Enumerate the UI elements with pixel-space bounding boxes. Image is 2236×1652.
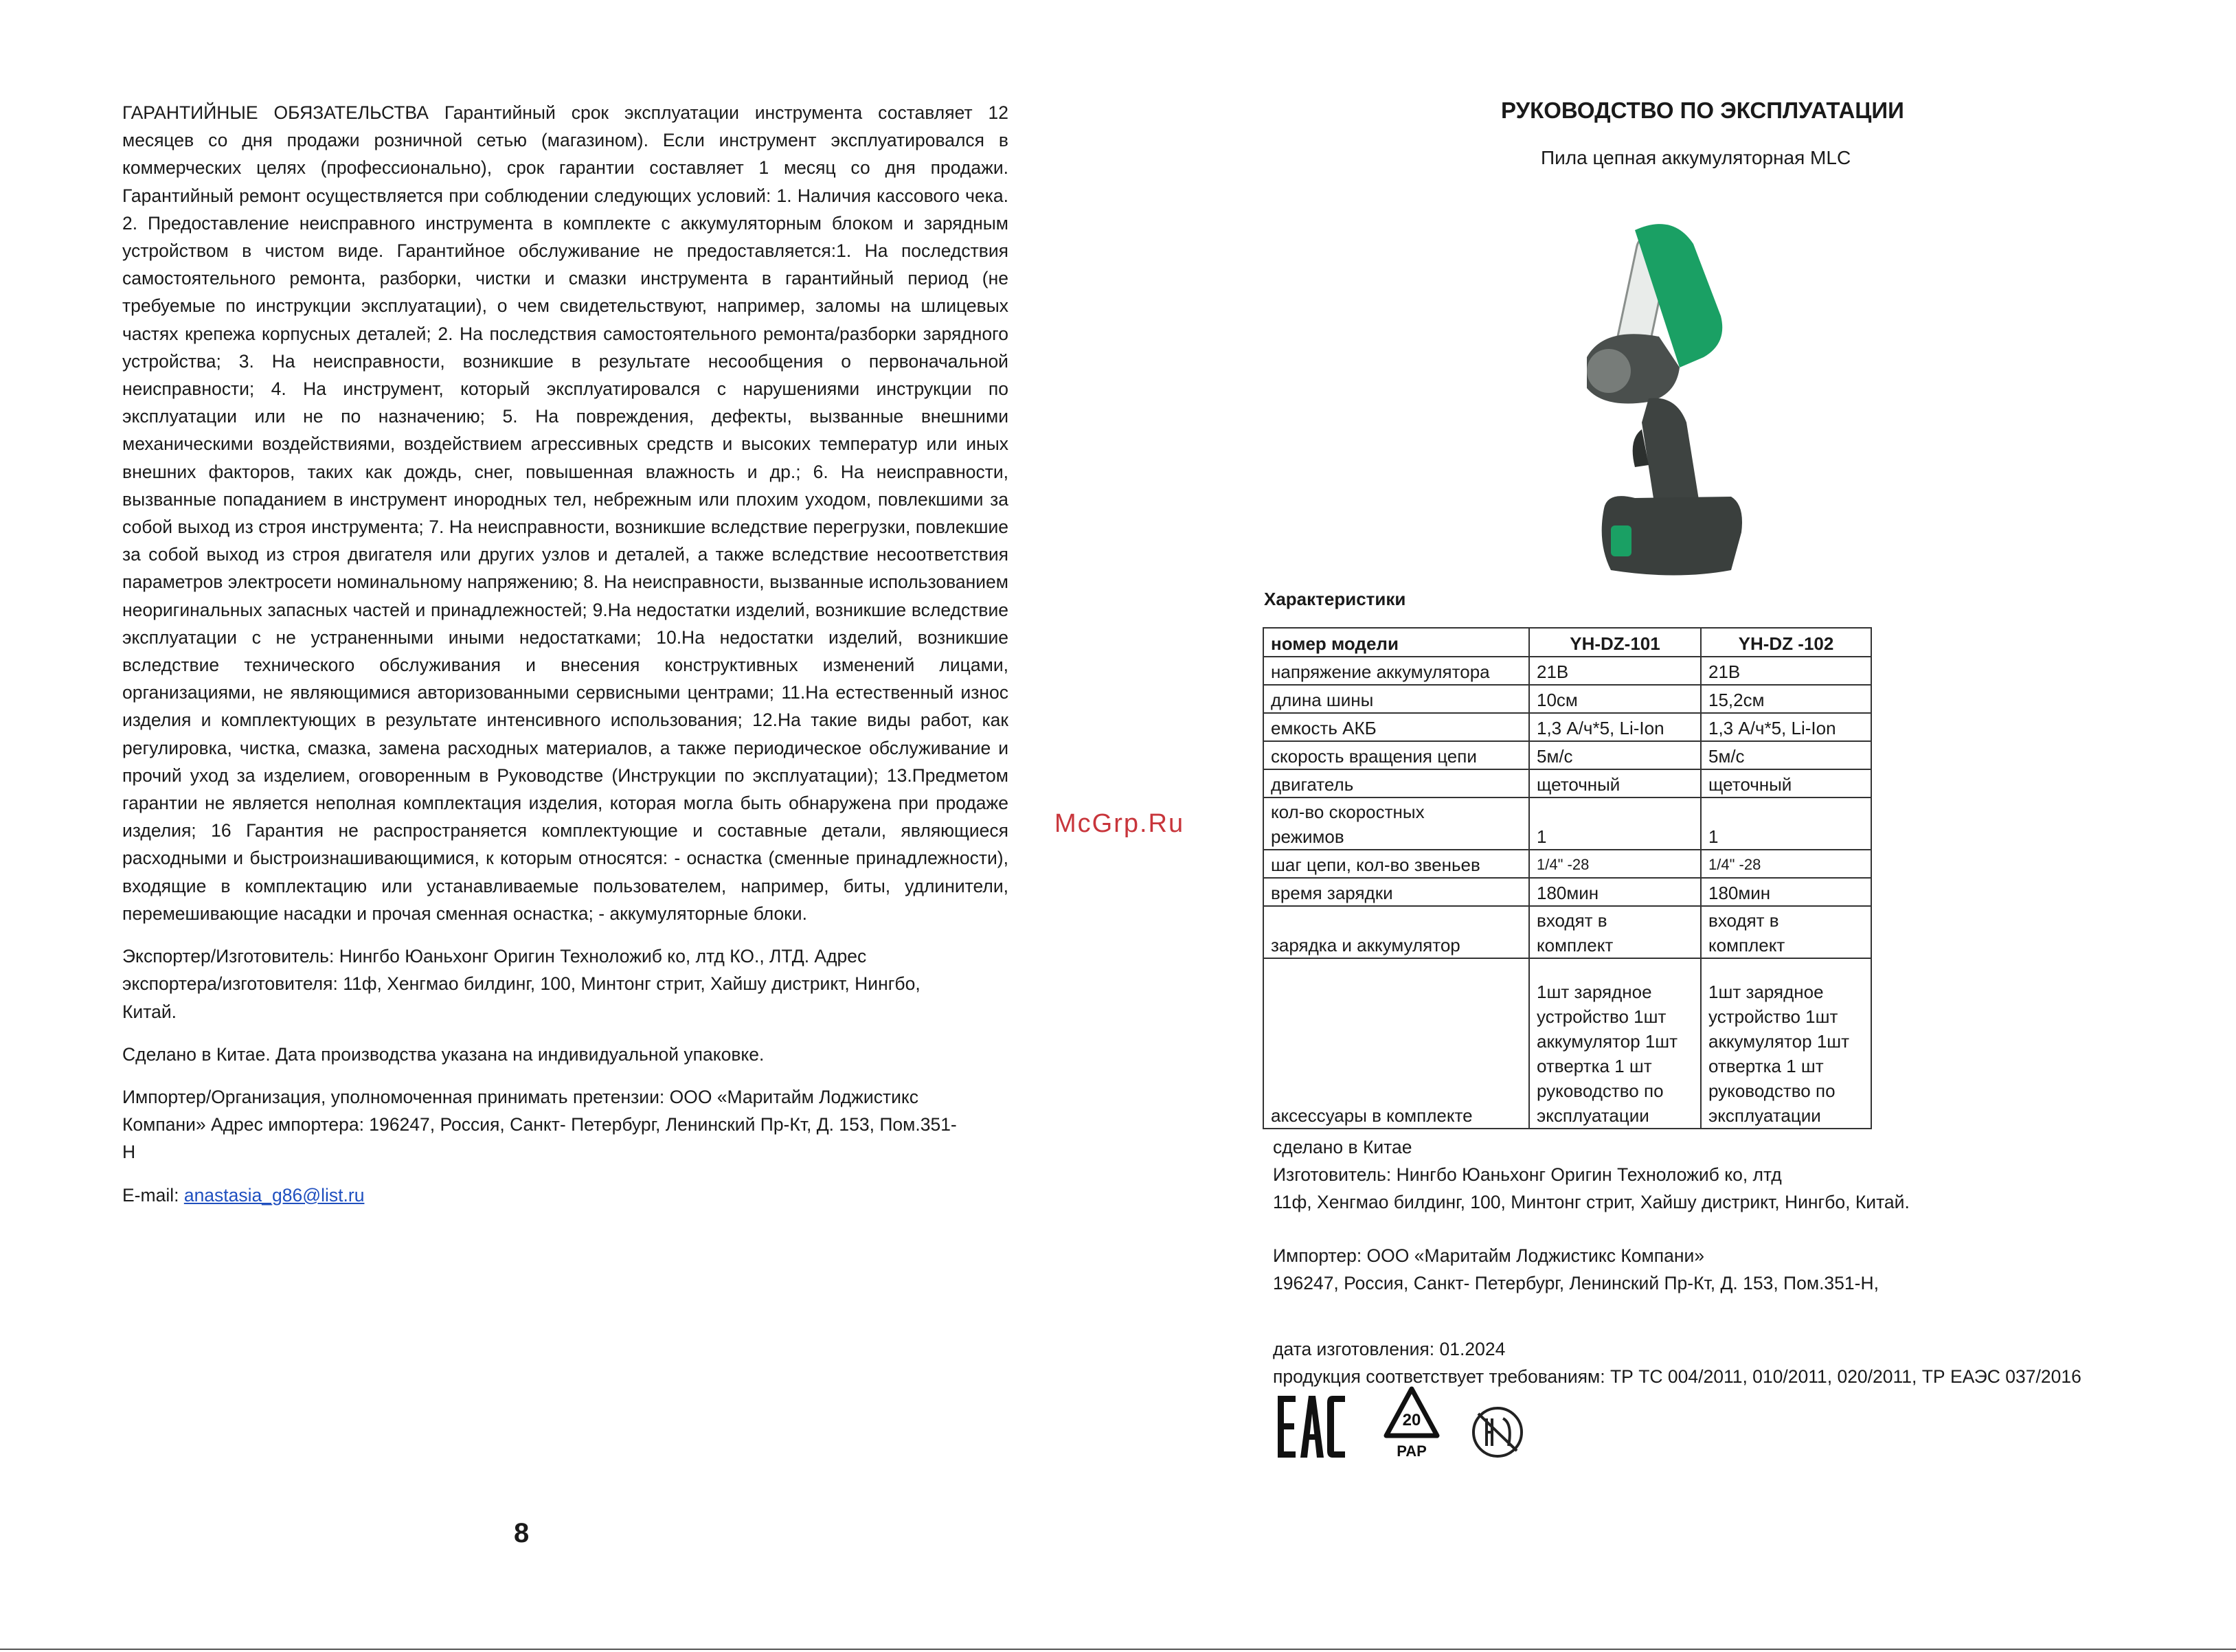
- table-row-motor: двигатель щеточный щеточный: [1263, 769, 1871, 797]
- warranty-text: ГАРАНТИЙНЫЕ ОБЯЗАТЕЛЬСТВА Гарантийный срок эксплуатации инструмента составляет 12 месяцев со дня продажи розничной сетью (магазином). Если инструмент эксплуатировался в коммерческих целях (профессионально), срок гарантии составляет 1 месяц со дня продажи. Гарантийный ремонт осуществляется при соблюдении следующих условий: 1. Наличия кассового чека. 2. Предоставление неисправного инструмента в комплекте с аккумуляторным блоком и зарядным устройством в чистом виде. Гарантийное обслуживание не предоставляется:1. На последствия самостоятельного ремонта, разборки, чистки и смазки инструмента в гарантийный период (не требуемые по инструкции эксплуатации), о чем свидетельствуют, например, заломы на шлицевых частях крепежа корпусных деталей; 2. На последствия самостоятельного ремонта/разборки зарядного устройства; 3. На неисправности, возникшие в результате несообщения о первоначальной неисправности; 4. На инструмент, который эксплуатировался с нарушениями инструкции по эксплуатации или не по назначению; 5. На повреждения, дефекты, вызванные внешними механическими воздействиями, воздействием агрессивных средств и высоких температур или иных внешних факторов, таких как дождь, снег, повышенная влажность и др.; 6. На неисправности, вызванные попаданием в инструмент инородных тел, небрежным или плохим уходом, повлекшими за собой выход из строя инструмента; 7. На неисправности, возникшие вследствие перегрузки, повлекшие за собой выход из строя двигателя или других узлов и деталей, а также вследствие несоответствия параметров электросети номинальному напряжению; 8. На неисправности, вызванные использованием неоригинальных запасных частей и принадлежностей; 9.На недостатки изделий, возникшие вследствие эксплуатации с не устраненными иными недостатками; 10.На недостатки изделий, возникшие вследствие технического обслуживания и внесения конструктивных изменений лицами, организациями, не являющимися авторизованными сервисными центрами; 11.На естественный износ изделия и комплектующих в результате интенсивного использования; 12.На такие виды работ, как регулировка, чистка, смазка, замена расходных материалов, а также периодическое обслуживание и прочий уход за изделием, оговоренным в Руководстве (Инструкции по эксплуатации); 13.Предметом гарантии не является неполная комплектация изделия, которая могла быть обнаружена при продаже изделия; 16 Гарантия не распространяется комплектующие и составные детали, являющиеся расходными и быстроизнашивающимися, к которым относятся: - оснастка (сменные принадлежности), входящие в комплектацию или устанавливаемые пользователем, например, биты, удлинители, перемешивающие насадки и прочая сменная оснастка; - аккумуляторные блоки.: [122, 102, 1008, 924]
- table-row-charge-time: время зарядки 180мин 180мин: [1263, 878, 1871, 906]
- table-header-row: [1263, 628, 1871, 657]
- table-row-accessories: аксессуары в комплекте 1шт зарядное устройство 1шт аккумулятор 1шт отвертка 1 шт руководство по эксплуатации 1шт зарядное устройство 1шт аккумулятор 1шт отвертка 1 шт руководство по эксплуатации: [1263, 958, 1871, 1129]
- header-model-2: YH-DZ -102: [1701, 628, 1871, 657]
- table-row: напряжение аккумулятора 21В 21В: [1263, 657, 1871, 685]
- table-row: длина шины 10см 15,2см: [1263, 685, 1871, 713]
- made-in-china: сделано в Китае: [1273, 1137, 1412, 1157]
- page-number: 8: [514, 1518, 530, 1548]
- svg-text:20: 20: [1402, 1411, 1421, 1429]
- recycle-pap-icon: [1386, 1389, 1437, 1460]
- table-row-chain-pitch: шаг цепи, кол-во звеньев 1/4" -28 1/4" -28: [1263, 850, 1871, 878]
- spec-table: [1263, 627, 1872, 1129]
- product-subtitle: Пила цепная аккумуляторная MLC: [1541, 147, 1851, 168]
- email-line: [122, 1181, 1008, 1209]
- right-notes: [1273, 1133, 2081, 1390]
- saw-sprocket: [1587, 349, 1631, 393]
- exporter-info: Экспортер/Изготовитель: Нингбо Юаньхонг Оригин Техноложиб ко, лтд КО., ЛТД. Адрес экспортера/изготовителя: 11ф, Хенгмао билдинг, 100, Минтонг стрит, Хайшу дистрикт, Нингбо, Китай.: [122, 946, 921, 1022]
- chainsaw-image: [1539, 196, 1772, 594]
- importer-address: 196247, Россия, Санкт- Петербург, Ленинский Пр-Кт, Д. 153, Пом.351-Н,: [1273, 1273, 1879, 1293]
- made-in-note: Сделано в Китае. Дата производства указана на индивидуальной упаковке.: [122, 1043, 765, 1065]
- email-label: E-mail:: [122, 1184, 184, 1206]
- table-row: емкость АКБ 1,3 А/ч*5, Li-Ion 1,3 А/ч*5, Li-Ion: [1263, 713, 1871, 741]
- characteristics-heading: Характеристики: [1264, 589, 1406, 609]
- compliance-note: продукция соответствует требованиям: ТР ТС 004/2011, 010/2011, 020/2011, ТР ЕАЭС 037/2016: [1273, 1366, 2081, 1387]
- saw-battery-label: [1611, 525, 1631, 556]
- header-model-1: YH-DZ-101: [1529, 628, 1701, 657]
- importer-info: Импортер/Организация, уполномоченная принимать претензии: ООО «Маритайм Лоджистикс Компани» Адрес импортера: 196247, Россия, Санкт- Петербург, Ленинский Пр-Кт, Д. 153, Пом.351- Н: [122, 1086, 957, 1163]
- header-label: номер модели: [1263, 628, 1529, 657]
- eac-mark-icon: [1278, 1396, 1345, 1458]
- left-page: [122, 99, 1008, 1209]
- not-for-food-icon: [1473, 1408, 1522, 1456]
- manufacturer: Изготовитель: Нингбо Юаньхонг Оригин Техноложиб ко, лтд: [1273, 1164, 1782, 1185]
- watermark: McGrp.Ru: [1054, 809, 1185, 838]
- email-link[interactable]: anastasia_g86@list.ru: [183, 1184, 365, 1206]
- importer: Импортер: ООО «Маритайм Лоджистикс Компани»: [1273, 1245, 1704, 1266]
- manufacturer-address: 11ф, Хенгмао билдинг, 100, Минтонг стрит, Хайшу дистрикт, Нингбо, Китай.: [1273, 1192, 1910, 1212]
- production-date: дата изготовления: 01.2024: [1273, 1339, 1506, 1359]
- saw-handle: [1642, 398, 1700, 512]
- table-row-speed-modes: кол-во скоростных режимов 1 1: [1263, 797, 1871, 850]
- page-bottom-border: [0, 1649, 2236, 1650]
- table-row: скорость вращения цепи 5м/с 5м/с: [1263, 741, 1871, 769]
- table-row-charger: зарядка и аккумулятор входят в комплект входят в комплект: [1263, 906, 1871, 958]
- svg-text:PAP: PAP: [1397, 1442, 1427, 1460]
- page-title: РУКОВОДСТВО ПО ЭКСПЛУАТАЦИИ: [1501, 98, 1904, 123]
- certification-marks: [1278, 1381, 1539, 1463]
